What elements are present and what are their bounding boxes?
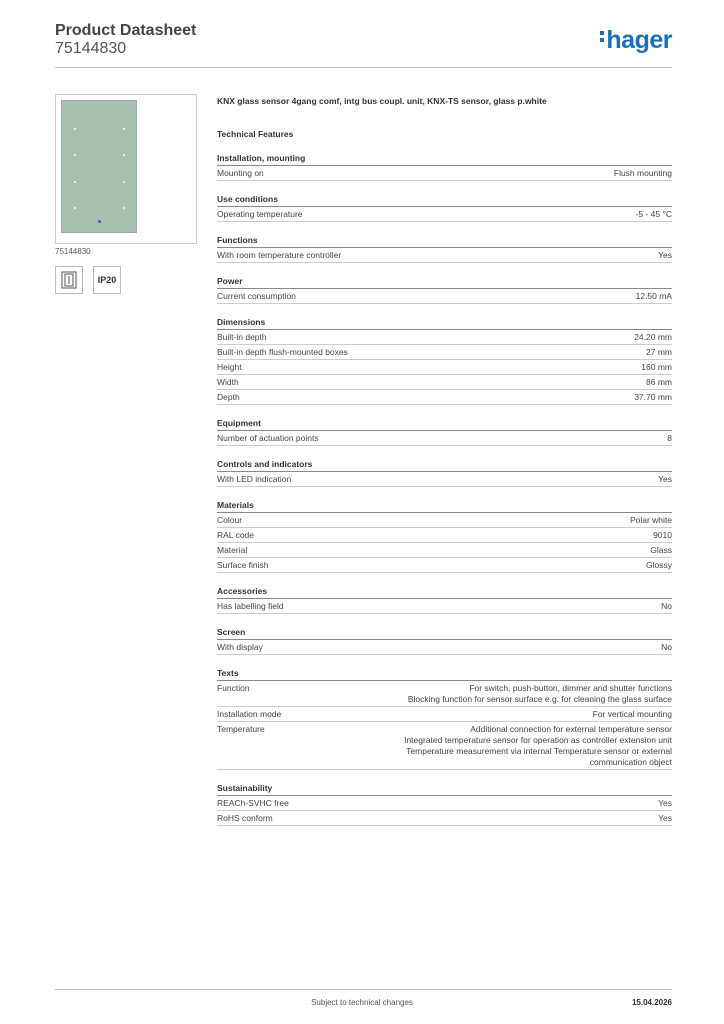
section-title: Texts bbox=[217, 667, 672, 681]
row-value bbox=[646, 560, 672, 571]
row-value bbox=[634, 392, 672, 403]
row-value-line: 12.50 mA bbox=[635, 291, 672, 301]
logo-colon-icon bbox=[600, 28, 604, 45]
feature-sections bbox=[217, 152, 672, 826]
product-code: 75144830 bbox=[55, 40, 127, 57]
row-value-line: Glass bbox=[650, 545, 672, 555]
logo-text: hager bbox=[606, 26, 672, 54]
row-label: Mounting on bbox=[217, 168, 264, 178]
table-row bbox=[217, 681, 672, 707]
row-value-line: Yes bbox=[658, 813, 672, 823]
table-row bbox=[217, 599, 672, 614]
row-label: Colour bbox=[217, 515, 243, 525]
flush-mounting-icon bbox=[55, 266, 83, 294]
row-value-line: Temperature measurement via internal Temperature sensor or external communication object bbox=[406, 746, 672, 767]
table-row bbox=[217, 796, 672, 811]
product-sidebar bbox=[55, 94, 197, 294]
section-title: Materials bbox=[217, 499, 672, 513]
section-title: Accessories bbox=[217, 585, 672, 599]
page-title: Product Datasheet bbox=[55, 22, 197, 39]
table-row bbox=[217, 543, 672, 558]
table-row bbox=[217, 375, 672, 390]
technical-features-heading: Technical Features bbox=[217, 129, 294, 139]
row-label: Installation mode bbox=[217, 709, 282, 719]
row-value-line: Flush mounting bbox=[613, 168, 672, 178]
feature-section bbox=[217, 626, 672, 655]
row-label: Width bbox=[217, 377, 239, 387]
row-value-line: For switch, push-button, dimmer and shutter functions bbox=[469, 683, 672, 693]
row-label: Operating temperature bbox=[217, 209, 303, 219]
feature-section bbox=[217, 667, 672, 770]
section-title: Installation, mounting bbox=[217, 152, 672, 166]
row-value-line: 27 mm bbox=[646, 347, 672, 357]
section-title: Power bbox=[217, 275, 672, 289]
row-value bbox=[630, 515, 672, 526]
row-value bbox=[661, 642, 672, 653]
header-divider bbox=[55, 67, 672, 68]
footer-note: Subject to technical changes bbox=[311, 998, 413, 1007]
row-label: REACh-SVHC free bbox=[217, 798, 289, 808]
feature-section bbox=[217, 275, 672, 304]
row-label: Function bbox=[217, 683, 250, 693]
feature-section bbox=[217, 417, 672, 446]
row-label: Surface finish bbox=[217, 560, 269, 570]
footer-divider bbox=[55, 989, 672, 990]
product-image bbox=[55, 94, 197, 244]
section-title: Equipment bbox=[217, 417, 672, 431]
row-label: Temperature bbox=[217, 724, 265, 734]
section-title: Screen bbox=[217, 626, 672, 640]
page-header bbox=[55, 22, 196, 58]
row-value bbox=[636, 291, 672, 302]
feature-section bbox=[217, 585, 672, 614]
row-value-line: 86 mm bbox=[646, 377, 672, 387]
row-label: Current consumption bbox=[217, 291, 296, 301]
row-value-line: 24.20 mm bbox=[634, 332, 672, 342]
feature-section bbox=[217, 234, 672, 263]
row-value bbox=[650, 545, 672, 556]
table-row bbox=[217, 248, 672, 263]
row-value bbox=[634, 332, 672, 343]
table-row bbox=[217, 330, 672, 345]
row-value bbox=[614, 168, 672, 179]
feature-section bbox=[217, 193, 672, 222]
row-value bbox=[658, 798, 672, 809]
row-value-line: 160 mm bbox=[641, 362, 672, 372]
table-row bbox=[217, 207, 672, 222]
row-value-line: 37.70 mm bbox=[634, 392, 672, 402]
row-value bbox=[661, 601, 672, 612]
row-label: Material bbox=[217, 545, 248, 555]
feature-section bbox=[217, 499, 672, 573]
product-description: KNX glass sensor 4gang comf, intg bus coupl. unit, KNX-TS sensor, glass p.white bbox=[217, 96, 547, 106]
table-row bbox=[217, 528, 672, 543]
row-value bbox=[667, 433, 672, 444]
table-row bbox=[217, 289, 672, 304]
row-label: Built-in depth bbox=[217, 332, 267, 342]
row-value-line: 8 bbox=[667, 433, 672, 443]
row-value bbox=[636, 209, 672, 220]
row-value-line: 9010 bbox=[653, 530, 672, 540]
feature-section bbox=[217, 316, 672, 405]
row-value bbox=[408, 683, 672, 705]
table-row bbox=[217, 558, 672, 573]
row-value-line: Glossy bbox=[646, 560, 672, 570]
hager-logo bbox=[600, 26, 672, 55]
row-value bbox=[658, 474, 672, 485]
feature-section bbox=[217, 152, 672, 181]
row-value-line: Yes bbox=[658, 474, 672, 484]
row-value-line: Yes bbox=[658, 798, 672, 808]
glass-sensor-picture bbox=[61, 100, 137, 233]
row-label: Built-in depth flush-mounted boxes bbox=[217, 347, 348, 357]
row-value-line: Blocking function for sensor surface e.g. for cleaning the glass surface bbox=[407, 694, 672, 704]
row-label: With LED indication bbox=[217, 474, 292, 484]
table-row bbox=[217, 513, 672, 528]
table-row bbox=[217, 472, 672, 487]
row-value bbox=[646, 347, 672, 358]
table-row bbox=[217, 390, 672, 405]
row-value bbox=[641, 362, 672, 373]
row-value-line: Additional connection for external temperature sensor bbox=[470, 724, 672, 734]
row-value bbox=[653, 530, 672, 541]
row-value-line: No bbox=[661, 601, 672, 611]
row-value bbox=[658, 250, 672, 261]
row-label: Has labelling field bbox=[217, 601, 284, 611]
datasheet-content bbox=[217, 96, 672, 826]
row-value-line: Yes bbox=[658, 250, 672, 260]
row-value-line: Integrated temperature sensor for operation as controller extension unit bbox=[404, 735, 672, 745]
row-label: Height bbox=[217, 362, 242, 372]
table-row bbox=[217, 811, 672, 826]
feature-section bbox=[217, 458, 672, 487]
row-label: With display bbox=[217, 642, 263, 652]
table-row bbox=[217, 707, 672, 722]
feature-section bbox=[217, 782, 672, 826]
table-row bbox=[217, 345, 672, 360]
row-value bbox=[646, 377, 672, 388]
table-row bbox=[217, 722, 672, 770]
row-label: RAL code bbox=[217, 530, 255, 540]
row-value bbox=[362, 724, 672, 768]
table-row bbox=[217, 431, 672, 446]
symbol-icons bbox=[55, 266, 197, 294]
row-value-line: -5 - 45 °C bbox=[635, 209, 672, 219]
table-row bbox=[217, 360, 672, 375]
row-label: Number of actuation points bbox=[217, 433, 319, 443]
section-title: Sustainability bbox=[217, 782, 672, 796]
row-value-line: Polar white bbox=[629, 515, 672, 525]
row-value-line: For vertical mounting bbox=[592, 709, 672, 719]
row-label: Depth bbox=[217, 392, 240, 402]
row-label: With room temperature controller bbox=[217, 250, 342, 260]
row-label: RoHS conform bbox=[217, 813, 273, 823]
ip-rating-badge: IP20 bbox=[93, 266, 121, 294]
section-title: Use conditions bbox=[217, 193, 672, 207]
row-value bbox=[593, 709, 672, 720]
row-value bbox=[658, 813, 672, 824]
image-caption: 75144830 bbox=[55, 247, 91, 256]
table-row bbox=[217, 640, 672, 655]
footer-date: 15.04.2026 bbox=[631, 998, 672, 1007]
table-row bbox=[217, 166, 672, 181]
section-title: Functions bbox=[217, 234, 672, 248]
section-title: Dimensions bbox=[217, 316, 672, 330]
row-value-line: No bbox=[661, 642, 672, 652]
section-title: Controls and indicators bbox=[217, 458, 672, 472]
